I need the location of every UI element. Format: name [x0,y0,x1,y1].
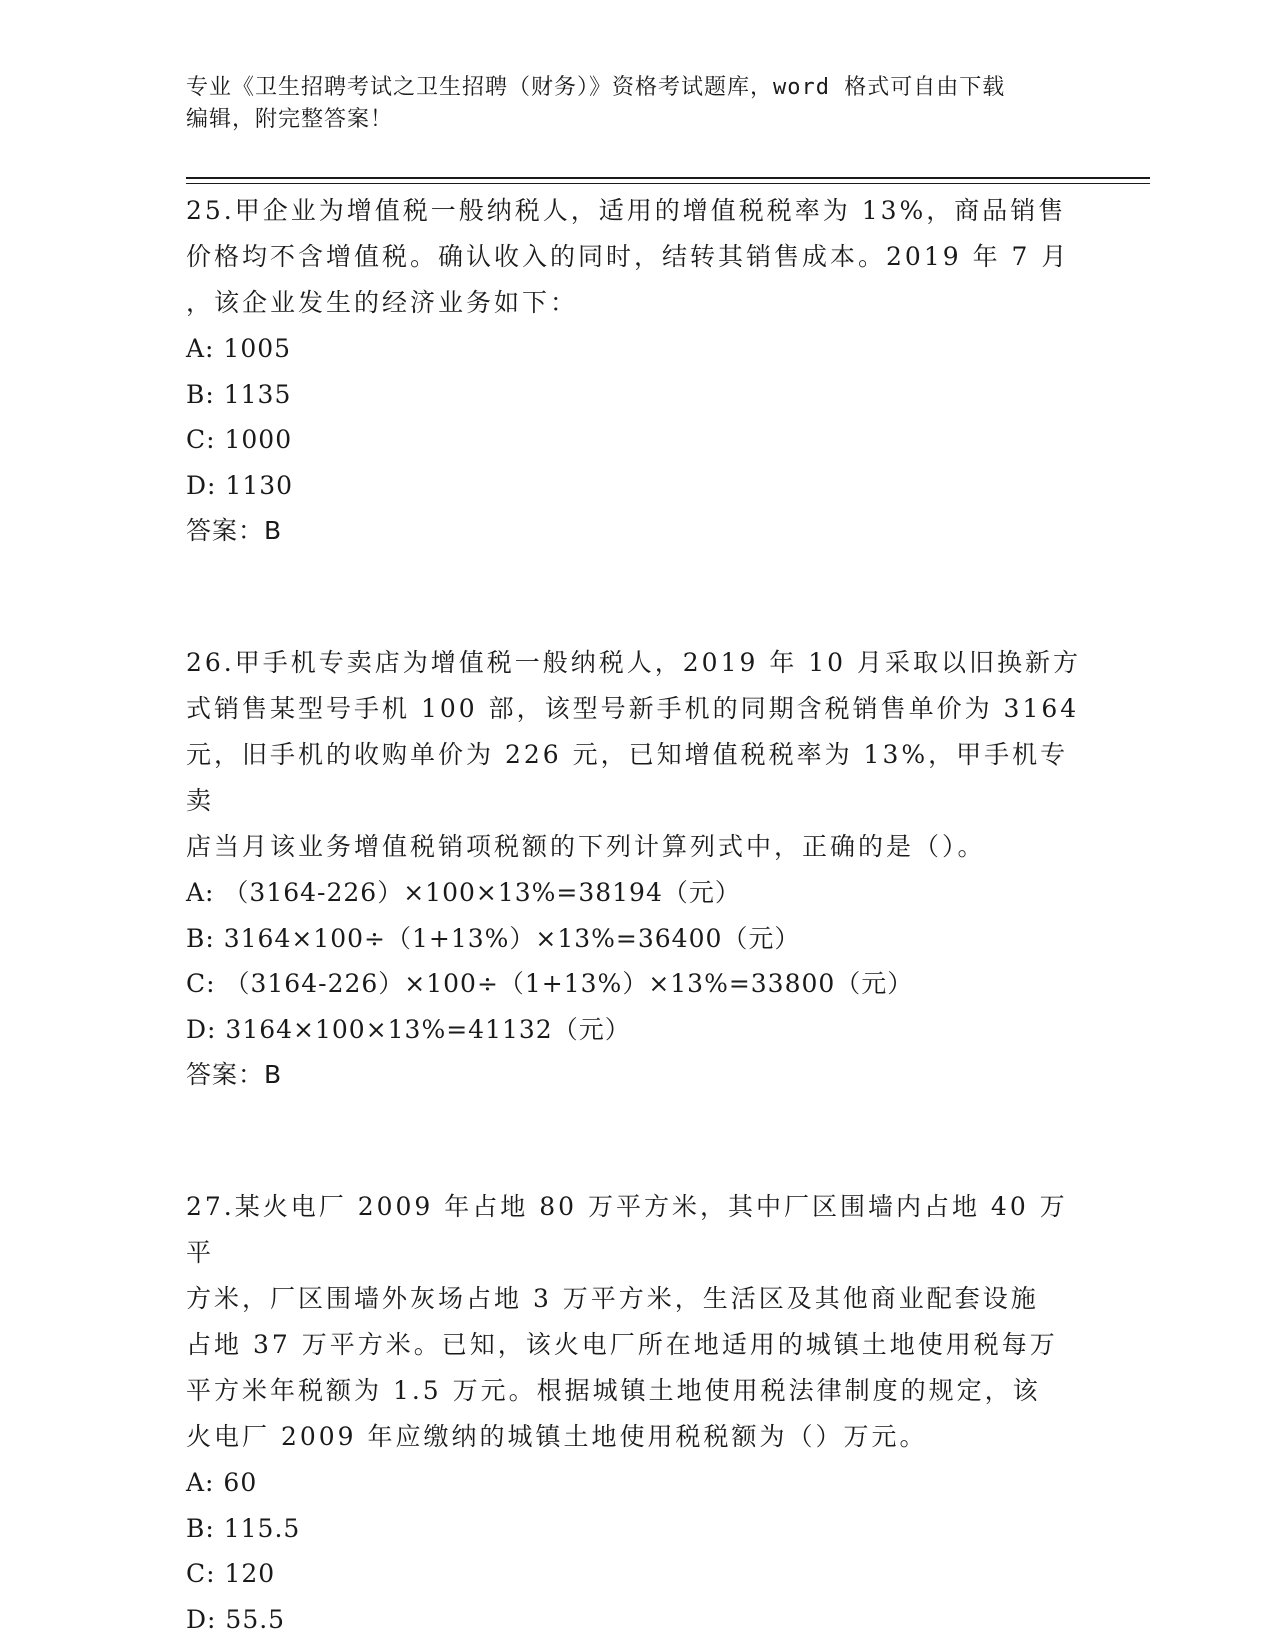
header-divider-thin [186,183,1150,184]
question-stem-line: 占地 37 万平方米。已知，该火电厂所在地适用的城镇土地使用税每万 [186,1330,1058,1359]
option-c: C: 120 [186,1559,276,1588]
option-c: C: （3164-226）×100÷（1+13%）×13%=33800（元） [186,969,914,998]
question-stem-line: 27.某火电厂 2009 年占地 80 万平方米，其中厂区围墙内占地 40 万平 [186,1192,1068,1267]
question-stem-line: 元，旧手机的收购单价为 226 元，已知增值税税率为 13%，甲手机专卖 [186,740,1069,815]
question-stem-line: 方米，厂区围墙外灰场占地 3 万平方米，生活区及其他商业配套设施 [186,1284,1039,1313]
question-25 [186,188,1086,554]
option-b: B: 3164×100÷（1+13%）×13%=36400（元） [186,923,801,953]
option-b: B: 115.5 [186,1513,301,1543]
question-stem-line: 25.甲企业为增值税一般纳税人，适用的增值税税率为 13%，商品销售 [186,196,1067,225]
question-26 [186,640,1086,1098]
option-a: A: （3164-226）×100×13%=38194（元） [186,878,741,907]
option-a: A: 60 [186,1468,258,1497]
question-27 [186,1184,1086,1642]
answer-line: 答案：B [186,516,283,545]
question-stem-line: 26.甲手机专卖店为增值税一般纳税人，2019 年 10 月采取以旧换新方 [186,648,1082,677]
question-stem-line: ，该企业发生的经济业务如下： [186,288,579,317]
question-stem-line: 价格均不含增值税。确认收入的同时，结转其销售成本。2019 年 7 月 [186,242,1070,271]
header-divider-thick [186,177,1150,179]
option-c: C: 1000 [186,425,293,454]
answer-line: 答案：B [186,1060,283,1089]
question-stem-line: 平方米年税额为 1.5 万元。根据城镇土地使用税法律制度的规定，该 [186,1376,1041,1405]
option-b: B: 1135 [186,379,292,409]
question-list [186,188,1086,1642]
question-stem-line: 店当月该业务增值税销项税额的下列计算列式中，正确的是（）。 [186,832,986,861]
option-a: A: 1005 [186,334,292,363]
option-d: D: 55.5 [186,1604,286,1634]
header-line-1: 专业《卫生招聘考试之卫生招聘（财务）》资格考试题库，word 格式可自由下载 [186,75,1006,100]
question-spacer [186,554,1086,640]
document-header [186,72,1066,136]
option-d: D: 1130 [186,470,294,500]
question-stem-line: 式销售某型号手机 100 部，该型号新手机的同期含税销售单价为 3164 [186,694,1080,723]
header-line-2: 编辑，附完整答案！ [186,107,394,132]
question-stem-line: 火电厂 2009 年应缴纳的城镇土地使用税税额为（）万元。 [186,1422,928,1451]
option-d: D: 3164×100×13%=41132（元） [186,1014,631,1044]
question-spacer [186,1098,1086,1184]
